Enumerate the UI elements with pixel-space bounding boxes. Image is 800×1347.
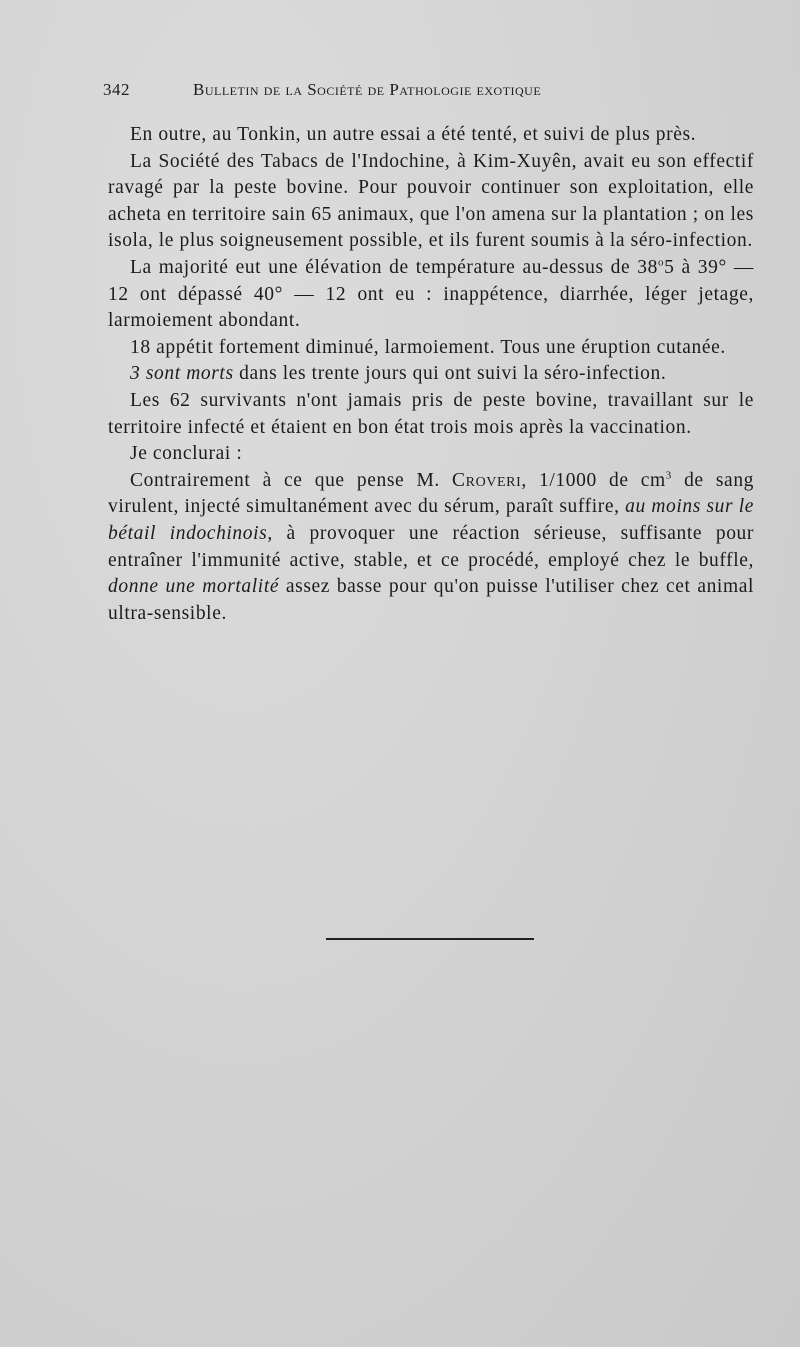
paragraph-5-italic: 3 sont morts — [130, 363, 234, 385]
running-title: Bulletin de la Société de Pathologie exotique — [193, 80, 542, 99]
author-name: Croveri — [452, 469, 522, 491]
paragraph-1: En outre, au Tonkin, un autre essai a été tenté, et suivi de plus près. — [130, 124, 697, 145]
paragraph-6: Les 62 survivants n'ont jamais pris de peste bovine, travaillant sur le territoire infecté et étaient en bon état trois mois après la vaccination. — [108, 389, 754, 438]
unit-superscript: 3 — [665, 469, 672, 482]
paragraph-5-rest: dans les trente jours qui ont suivi la séro-infection. — [233, 363, 667, 385]
paragraph-4: 18 appétit fortement diminué, larmoiement. Tous une éruption cutanée. — [130, 336, 726, 358]
paragraph-8-part2: , 1/1000 de cm — [521, 469, 666, 491]
paragraph-3-part1: La majorité eut une élévation de température au-dessus de 38 — [130, 256, 659, 278]
paragraph-8-italic-1: au moins sur le bétail indochinois — [108, 496, 754, 544]
paragraph-8-part3: de sang virulent, injecté simultanément avec du sérum, paraît suffire, — [108, 469, 755, 518]
body-text — [108, 122, 754, 627]
running-header — [103, 80, 663, 104]
paragraph-8-italic-2: donne une mortalité — [108, 576, 280, 598]
paragraph-3-part2: 5 à 39° — 12 ont dépassé 40° — 12 ont eu : inappétence, diarrhée, léger jetage, larmoiement abondant. — [108, 256, 754, 332]
temperature-superscript: o — [658, 256, 665, 269]
paragraph-8-part4: , à provoquer une réaction sérieuse, suffisante pour entraîner l'immunité active, stable, et ce procédé, employé chez le buffle, — [108, 522, 754, 571]
paragraph-8-part5: assez basse pour qu'on puisse l'utiliser chez cet animal ultra-sensible. — [108, 576, 754, 624]
page-number: 342 — [103, 80, 130, 99]
paragraph-8-part1: Contrairement à ce que pense M. — [130, 469, 453, 491]
paragraph-7: Je conclurai : — [130, 443, 243, 465]
end-rule — [326, 938, 534, 940]
paragraph-5 — [108, 361, 754, 388]
paragraph-3 — [108, 255, 754, 335]
paragraph-8 — [108, 468, 754, 628]
paragraph-2: La Société des Tabacs de l'Indochine, à Kim-Xuyên, avait eu son effectif ravagé par la peste bovine. Pour pouvoir continuer son exploitation, elle acheta en territoire sain 65 animaux, que l'on amena sur la plantation ; on les isola, le plus soigneusement possible, et ils furent soumis à la séro-infection. — [108, 150, 754, 252]
